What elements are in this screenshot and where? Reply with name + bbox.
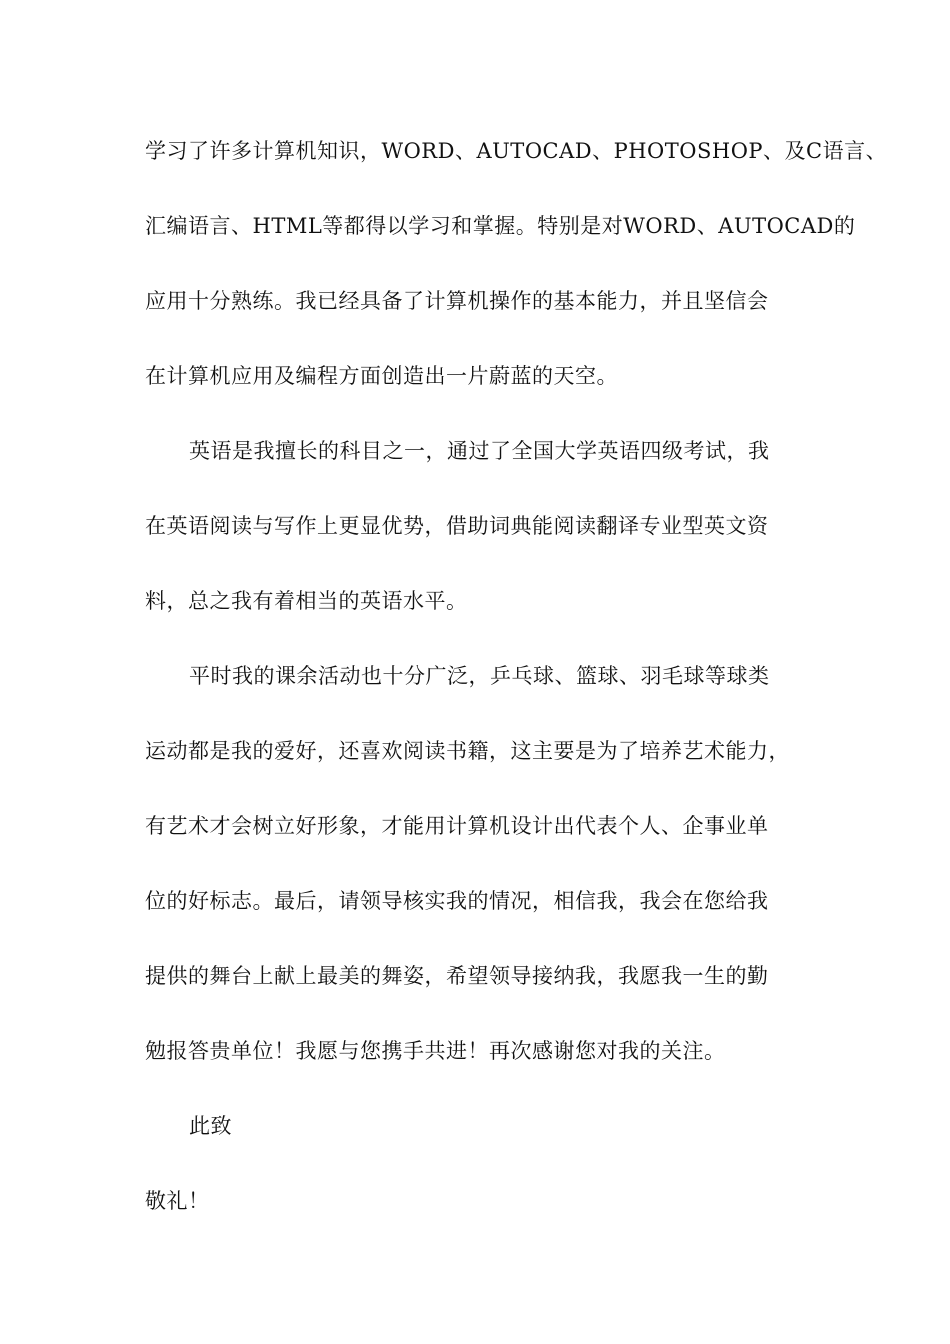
- closing-salutation: 此致: [189, 1114, 232, 1138]
- text-line: 在英语阅读与写作上更显优势，借助词典能阅读翻译专业型英文资: [145, 514, 769, 538]
- text-line: 勉报答贵单位！我愿与您携手共进！再次感谢您对我的关注。: [145, 1039, 726, 1063]
- text-line: 有艺术才会树立好形象，才能用计算机设计出代表个人、企事业单: [145, 814, 769, 838]
- text-line: 运动都是我的爱好，还喜欢阅读书籍，这主要是为了培养艺术能力，: [145, 739, 790, 763]
- text-line: 学习了许多计算机知识，WORD、AUTOCAD、PHOTOSHOP、及C语言、: [145, 139, 888, 163]
- text-line: 应用十分熟练。我已经具备了计算机操作的基本能力，并且坚信会: [145, 289, 769, 313]
- text-line: 料，总之我有着相当的英语水平。: [145, 589, 468, 613]
- closing-respect: 敬礼！: [145, 1189, 210, 1213]
- text-line: 在计算机应用及编程方面创造出一片蔚蓝的天空。: [145, 364, 618, 388]
- text-line: 提供的舞台上献上最美的舞姿，希望领导接纳我，我愿我一生的勤: [145, 964, 769, 988]
- paragraph-start-line: 英语是我擅长的科目之一，通过了全国大学英语四级考试，我: [189, 439, 770, 463]
- text-line: 位的好标志。最后，请领导核实我的情况，相信我，我会在您给我: [145, 889, 769, 913]
- text-line: 汇编语言、HTML等都得以学习和掌握。特别是对WORD、AUTOCAD的: [145, 214, 856, 238]
- paragraph-start-line: 平时我的课余活动也十分广泛，乒乓球、篮球、羽毛球等球类: [189, 664, 770, 688]
